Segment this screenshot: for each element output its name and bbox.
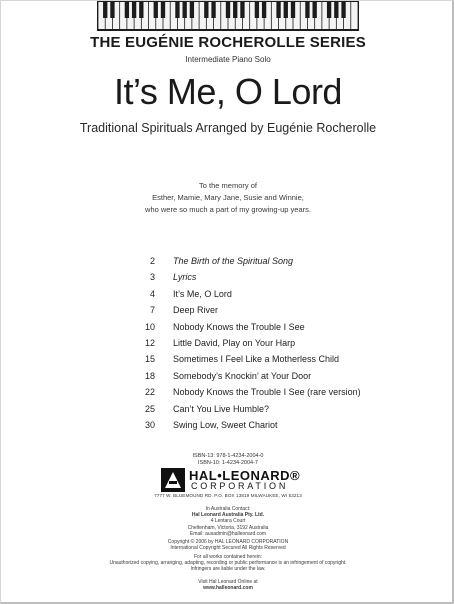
toc-entry bbox=[141, 305, 421, 321]
toc-entry bbox=[141, 256, 421, 272]
toc-page-number: 22 bbox=[144, 387, 155, 398]
toc-entry bbox=[141, 272, 421, 288]
toc-entry bbox=[141, 338, 421, 354]
toc-page-number: 25 bbox=[144, 403, 155, 414]
toc-entry bbox=[141, 289, 421, 305]
copyright-line: International Copyright Secured All Rights Reserved bbox=[170, 545, 286, 552]
toc-page-number: 12 bbox=[144, 337, 155, 348]
hal-leonard-logo bbox=[161, 468, 301, 494]
toc-page-number: 4 bbox=[149, 288, 155, 299]
toc-entry bbox=[141, 354, 421, 370]
warning-line: For all works contained herein: bbox=[193, 554, 263, 560]
toc-page-number: 10 bbox=[144, 321, 155, 332]
australia-line: Hal Leonard Australia Pty. Ltd. bbox=[191, 512, 265, 519]
publisher-corporation: CORPORATION bbox=[191, 481, 289, 491]
warning-line: Infringers are liable under the law. bbox=[190, 566, 266, 573]
toc-page-number: 15 bbox=[144, 354, 155, 365]
website-url: www.halleonard.com bbox=[203, 585, 253, 592]
toc-song-title: Somebody’s Knockin’ at Your Door bbox=[173, 370, 312, 381]
toc-page-number: 7 bbox=[149, 305, 155, 316]
table-of-contents bbox=[141, 256, 421, 436]
toc-song-title: Nobody Knows the Trouble I See bbox=[173, 321, 305, 332]
isbn-block bbox=[1, 453, 454, 467]
publisher-address: 7777 W. BLUEMOUND RD. P.O. BOX 13819 MILWAUKEE, WI 53213 bbox=[154, 493, 302, 498]
toc-song-title: Sometimes I Feel Like a Motherless Child bbox=[173, 354, 340, 365]
dedication bbox=[1, 180, 454, 216]
australia-contact bbox=[1, 506, 454, 537]
toc-entry bbox=[141, 420, 421, 436]
dedication-line: Esther, Mamie, Mary Jane, Susie and Winnie, bbox=[152, 193, 304, 202]
toc-entry bbox=[141, 322, 421, 338]
toc-song-title: Lyrics bbox=[173, 272, 197, 283]
copyright-warning bbox=[1, 554, 454, 573]
toc-song-title: It’s Me, O Lord bbox=[173, 288, 232, 299]
toc-song-title: Little David, Play on Your Harp bbox=[173, 337, 296, 348]
book-title: It’s Me, O Lord bbox=[114, 71, 342, 112]
toc-song-title: Can’t You Live Humble? bbox=[173, 403, 270, 414]
piano-keyboard-graphic bbox=[97, 1, 359, 31]
toc-song-title: The Birth of the Spiritual Song bbox=[173, 256, 294, 266]
toc-page-number: 2 bbox=[149, 256, 155, 266]
isbn-13: ISBN-13: 978-1-4234-2004-0 bbox=[192, 453, 264, 459]
toc-song-title: Deep River bbox=[173, 305, 219, 316]
hal-leonard-emblem-icon bbox=[161, 468, 185, 492]
publisher-name: HAL•LEONARD® bbox=[189, 468, 301, 483]
copyright-notice bbox=[1, 539, 454, 551]
toc-song-title: Nobody Knows the Trouble I See (rare version) bbox=[173, 387, 361, 398]
toc-entry bbox=[141, 404, 421, 420]
arranger-credit: Traditional Spirituals Arranged by Eugénie Rocherolle bbox=[79, 121, 377, 135]
toc-page-number: 18 bbox=[144, 370, 155, 381]
australia-line: Cheltenham, Victoria, 3192 Australia bbox=[187, 524, 269, 531]
australia-line: In Australia Contact: bbox=[205, 506, 251, 512]
isbn-10: ISBN-10: 1-4234-2004-7 bbox=[198, 460, 258, 466]
website-notice bbox=[1, 579, 454, 591]
series-title: THE EUGÉNIE ROCHEROLLE SERIES bbox=[90, 34, 366, 51]
australia-line: 4 Lentara Court bbox=[210, 518, 246, 525]
warning-line: Unauthorized copying, arranging, adapting, recording or public performance is an infringement of copyright. bbox=[109, 560, 347, 567]
dedication-line: To the memory of bbox=[199, 181, 257, 190]
toc-entry bbox=[141, 387, 421, 403]
toc-page-number: 3 bbox=[149, 272, 155, 283]
visit-line: Visit Hal Leonard Online at bbox=[198, 579, 258, 585]
toc-entry bbox=[141, 371, 421, 387]
dedication-line: who were so much a part of my growing-up years. bbox=[145, 205, 311, 214]
toc-song-title: Swing Low, Sweet Chariot bbox=[173, 419, 278, 430]
copyright-line: Copyright © 2006 by HAL LEONARD CORPORATION bbox=[167, 539, 289, 545]
toc-page-number: 30 bbox=[144, 419, 155, 430]
difficulty-level: Intermediate Piano Solo bbox=[185, 55, 271, 64]
australia-line: Email: ausadmin@halleonard.com bbox=[189, 530, 267, 537]
